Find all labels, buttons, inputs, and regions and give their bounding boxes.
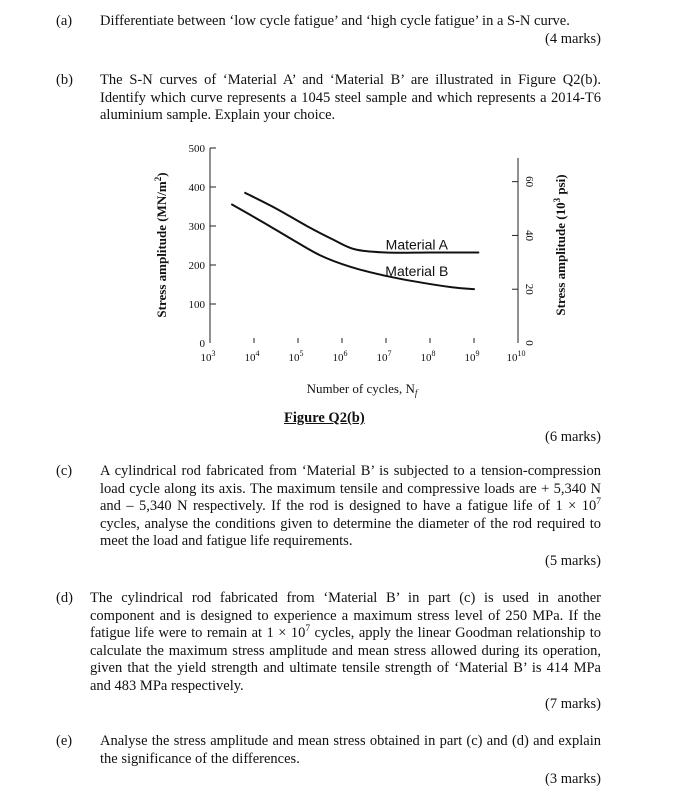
- x-tick-label: $10^{10}$: [506, 349, 526, 364]
- question-c-marks: (5 marks): [545, 553, 601, 569]
- question-c-text: A cylindrical rod fabricated from ‘Material B’ is subjected to a tension-compression load cycle along its axis. The maximum tensile and compressive loads are + 5,340 N and – 5,340 N respectively. If the rod is designed to have a fatigue life of $1 \times 10^7$ cycles, analyse the conditions given to determine the diameter of the rod required to meet the load and fatigue life requirements.: [100, 463, 601, 549]
- y-left-tick-label: 400: [188, 182, 205, 194]
- x-tick-label: $10^3$: [200, 349, 216, 364]
- question-e-label: (e): [56, 733, 73, 749]
- question-a-text: Differentiate between ‘low cycle fatigue’ and ‘high cycle fatigue’ in a S-N curve.: [100, 13, 570, 29]
- question-c-label: (c): [56, 463, 73, 479]
- y-right-tick-label: 40: [523, 229, 535, 241]
- question-b-label: (b): [56, 72, 73, 88]
- figure-caption: Figure Q2(b): [284, 410, 365, 426]
- y-left-axis-label: Stress amplitude $(MN/m^2)$: [153, 172, 169, 318]
- y-right-axis-label: Stress amplitude ($10^3$ psi): [552, 174, 568, 316]
- question-e-marks: (3 marks): [545, 771, 601, 787]
- question-d-label: (d): [56, 590, 73, 606]
- question-a-label: (a): [56, 13, 73, 29]
- y-right-tick-label: 60: [523, 176, 535, 188]
- x-tick-label: $10^5$: [288, 349, 304, 364]
- y-left-tick-label: 300: [188, 221, 205, 233]
- question-a-marks: (4 marks): [545, 31, 601, 47]
- y-left-tick-label: 200: [188, 260, 205, 272]
- question-b-marks: (6 marks): [545, 429, 601, 445]
- x-tick-label: $10^7$: [376, 349, 392, 364]
- x-tick-label: $10^6$: [332, 349, 348, 364]
- y-right-tick-label: 0: [523, 340, 535, 346]
- question-d-marks: (7 marks): [545, 696, 601, 712]
- x-tick-label: $10^9$: [464, 349, 480, 364]
- x-tick-label: $10^8$: [420, 349, 436, 364]
- x-tick-label: $10^4$: [244, 349, 260, 364]
- y-left-tick-label: 500: [188, 143, 205, 155]
- question-e-text: Analyse the stress amplitude and mean stress obtained in part (c) and (d) and explain the significance of the differences.: [100, 733, 601, 767]
- question-b-text: The S-N curves of ‘Material A’ and ‘Material B’ are illustrated in Figure Q2(b). Identify which curve represents a 1045 steel sample and which represents a 2014-T6 aluminium sample. Explain your choice.: [100, 72, 601, 123]
- x-axis-label: Number of cycles, $N_f$: [306, 381, 418, 398]
- y-left-tick-label: 100: [188, 299, 205, 311]
- y-left-tick-label: 0: [199, 338, 205, 350]
- question-d-text: The cylindrical rod fabricated from ‘Material B’ in part (c) is used in another component and is designed to experience a maximum stress level of 250 MPa. If the fatigue life were to remain at $1 \times 10^7$ cycles, apply the linear Goodman relationship to calculate the maximum stress amplitude and mean stress allowed during its operation, given that the yield strength and ultimate tensile strength of ‘Material B’ is 414 MPa and 483 MPa respectively.: [90, 590, 601, 694]
- material-b-label: Material B: [385, 262, 449, 279]
- y-right-tick-label: 20: [523, 283, 535, 295]
- material-a-label: Material A: [385, 236, 448, 253]
